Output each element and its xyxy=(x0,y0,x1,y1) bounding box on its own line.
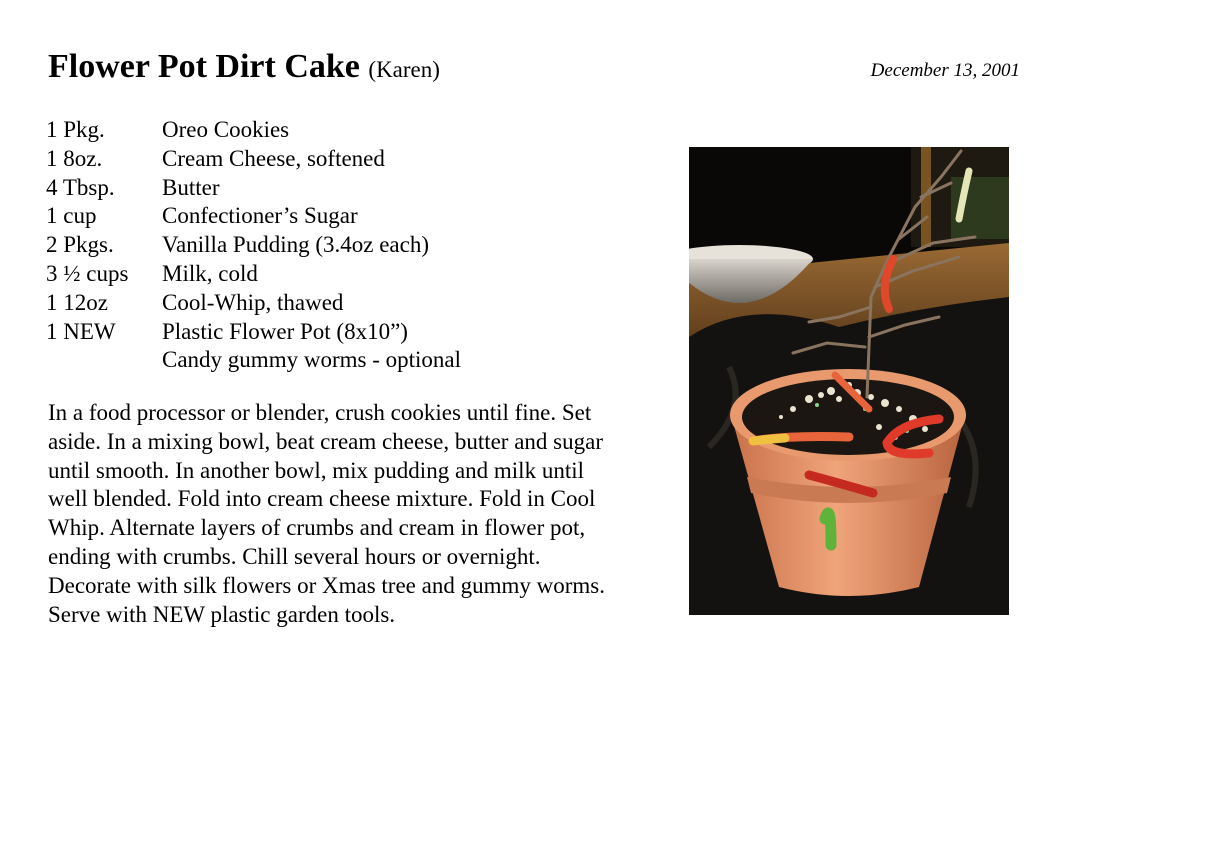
ingredient-qty: 1 12oz xyxy=(46,289,108,315)
ingredient-item: Cool-Whip, thawed xyxy=(162,289,344,315)
recipe-title xyxy=(48,45,440,92)
recipe-author: (Karen) xyxy=(368,57,440,82)
ingredient-row xyxy=(46,202,666,231)
ingredient-item: Cream Cheese, softened xyxy=(162,145,385,171)
instructions-paragraph xyxy=(48,399,663,629)
ingredient-row xyxy=(46,231,666,260)
recipe-title-text: Flower Pot Dirt Cake xyxy=(48,48,360,85)
ingredient-qty: 3 ½ cups xyxy=(46,260,129,286)
title-row xyxy=(48,45,1020,89)
instruction-line: until smooth. In another bowl, mix pudding and milk until xyxy=(48,457,584,483)
ingredient-item: Vanilla Pudding (3.4oz each) xyxy=(162,232,429,258)
ingredient-qty: 1 NEW xyxy=(46,318,116,344)
gummy-worm-tip xyxy=(753,438,785,441)
instruction-line: In a food processor or blender, crush cookies until fine. Set xyxy=(48,400,592,425)
ingredient-item: Oreo Cookies xyxy=(162,117,290,142)
ingredient-qty: 1 cup xyxy=(46,203,97,229)
ingredient-item: Milk, cold xyxy=(162,260,258,286)
dirt-cake-photo xyxy=(689,147,1009,615)
ingredient-item: Plastic Flower Pot (8x10”) xyxy=(162,318,408,344)
ingredient-item: Candy gummy worms - optional xyxy=(162,347,461,373)
ingredient-qty: 2 Pkgs. xyxy=(46,232,114,258)
ingredient-row xyxy=(46,260,666,289)
recipe-date: December 13, 2001 xyxy=(870,60,1020,81)
instruction-line: Serve with NEW plastic garden tools. xyxy=(48,601,396,627)
instruction-line: Decorate with silk flowers or Xmas tree and gummy worms. xyxy=(48,572,605,598)
dirt-cake-illustration xyxy=(689,147,1009,615)
ingredient-row xyxy=(46,116,666,145)
ingredient-row xyxy=(46,318,666,347)
ingredient-qty: 4 Tbsp. xyxy=(46,174,115,200)
ingredient-qty: 1 8oz. xyxy=(46,145,103,171)
ingredients-list xyxy=(46,116,666,375)
instruction-line: aside. In a mixing bowl, beat cream cheese, butter and sugar xyxy=(48,428,603,454)
ingredient-item: Confectioner’s Sugar xyxy=(162,203,358,229)
ingredient-row xyxy=(46,289,666,318)
ingredient-row xyxy=(46,346,666,375)
ingredient-row xyxy=(46,145,666,174)
ingredient-qty: 1 Pkg. xyxy=(46,117,105,142)
instruction-line: ending with crumbs. Chill several hours or overnight. xyxy=(48,543,541,569)
gummy-worm-hanging xyxy=(825,513,831,545)
instruction-line: well blended. Fold into cream cheese mixture. Fold in Cool xyxy=(48,486,596,512)
ingredient-item: Butter xyxy=(162,174,220,200)
ingredient-row xyxy=(46,174,666,203)
instruction-line: Whip. Alternate layers of crumbs and cream in flower pot, xyxy=(48,515,586,541)
